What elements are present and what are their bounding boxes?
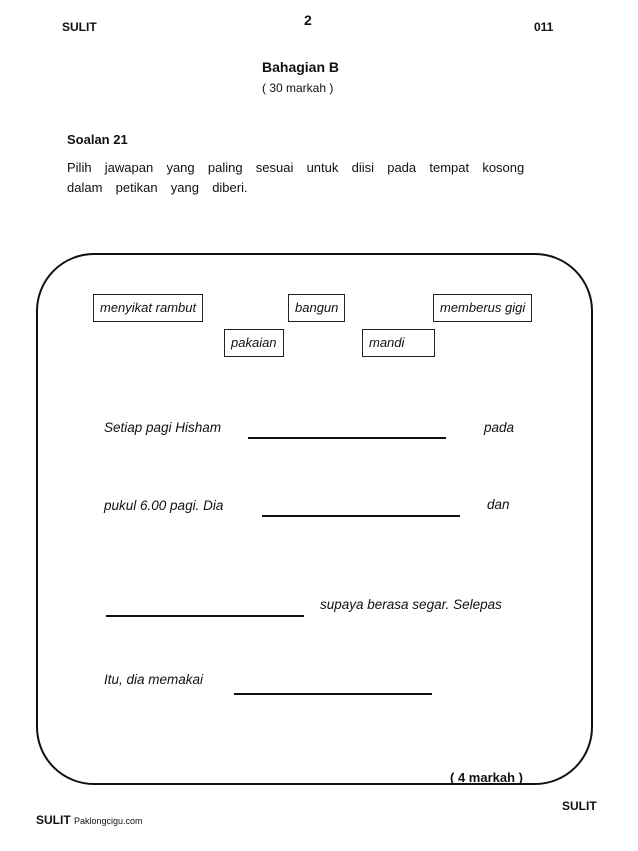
footer-sulit-right: SULIT [562, 799, 597, 813]
section-marks: ( 30 markah ) [262, 81, 334, 95]
blank-3[interactable] [106, 615, 304, 617]
passage-frame [36, 253, 593, 785]
word-option-bangun[interactable]: bangun [288, 294, 345, 322]
word-option-memberus-gigi[interactable]: memberus gigi [433, 294, 532, 322]
blank-4[interactable] [234, 693, 432, 695]
header-code: 011 [534, 20, 554, 34]
question-instruction [67, 158, 547, 198]
instruction-line-2: dalam petikan yang diberi. [67, 180, 248, 195]
word-option-pakaian[interactable]: pakaian [224, 329, 284, 357]
passage-line4-start: Itu, dia memakai [104, 672, 204, 687]
page-number: 2 [304, 12, 312, 28]
instruction-line-1: Pilih jawapan yang paling sesuai untuk diisi pada tempat kosong [67, 160, 525, 175]
passage-line1-end: pada [484, 420, 515, 435]
marks-note: ( 4 markah ) [450, 770, 523, 785]
passage-line3-end: supaya berasa segar. Selepas [320, 597, 502, 612]
footer-sulit-left: SULIT [36, 813, 71, 827]
blank-1[interactable] [248, 437, 446, 439]
word-option-mandi[interactable]: mandi [362, 329, 435, 357]
passage-line2-start: pukul 6.00 pagi. Dia [104, 498, 224, 513]
passage-line1-start: Setiap pagi Hisham [104, 420, 222, 435]
word-option-menyikat-rambut[interactable]: menyikat rambut [93, 294, 203, 322]
footer-site: Paklongcigu.com [74, 816, 143, 826]
question-label: Soalan 21 [67, 132, 128, 147]
section-title: Bahagian B [262, 59, 340, 75]
header-sulit-left: SULIT [62, 20, 97, 34]
blank-2[interactable] [262, 515, 460, 517]
passage-line2-end: dan [487, 497, 510, 512]
